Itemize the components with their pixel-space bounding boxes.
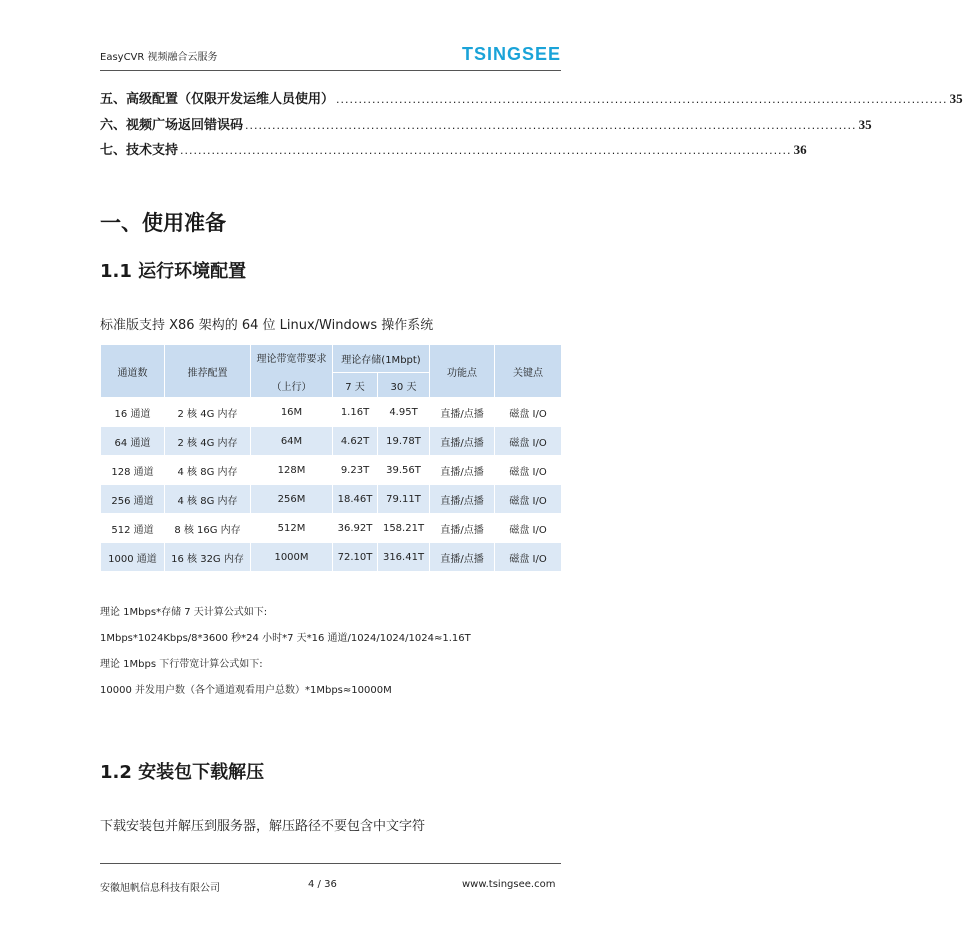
note-line: 10000 并发用户数（各个通道观看用户总数）*1Mbps≈10000M xyxy=(100,685,392,696)
section-1-heading: 一、使用准备 xyxy=(100,211,226,235)
table-row xyxy=(101,543,562,572)
cell-storage-30d: 4.95T xyxy=(378,398,430,427)
header-storage: 理论存储(1Mbpt) xyxy=(333,345,430,373)
intro-paragraph: 标准版支持 X86 架构的 64 位 Linux/Windows 操作系统 xyxy=(100,318,434,333)
cell-channels: 256 通道 xyxy=(101,485,165,514)
cell-channels: 128 通道 xyxy=(101,456,165,485)
cell-storage-30d: 19.78T xyxy=(378,427,430,456)
table-row xyxy=(101,398,562,427)
header-channels: 通道数 xyxy=(101,345,165,398)
cell-storage-7d: 72.10T xyxy=(333,543,378,572)
cell-storage-7d: 18.46T xyxy=(333,485,378,514)
toc-leader-dots: ........................................................................................................................................ xyxy=(336,93,948,106)
footer-divider xyxy=(100,863,561,864)
cell-storage-30d: 79.11T xyxy=(378,485,430,514)
cell-function: 直播/点播 xyxy=(430,398,495,427)
cell-function: 直播/点播 xyxy=(430,514,495,543)
note-line: 理论 1Mbps 下行带宽计算公式如下: xyxy=(100,659,263,670)
cell-bandwidth: 64M xyxy=(251,427,333,456)
note-line: 1Mbps*1024Kbps/8*3600 秒*24 小时*7 天*16 通道/1024/1024/1024≈1.16T xyxy=(100,633,471,644)
header-storage-30d: 30 天 xyxy=(378,373,430,398)
cell-storage-7d: 1.16T xyxy=(333,398,378,427)
cell-key: 磁盘 I/O xyxy=(495,485,562,514)
tsingsee-logo: TSINGSEE xyxy=(462,44,562,64)
footer-website[interactable]: www.tsingsee.com xyxy=(462,879,556,890)
cell-config: 2 核 4G 内存 xyxy=(165,398,251,427)
toc-entry[interactable] xyxy=(100,88,963,107)
toc-entry-page: 35 xyxy=(949,91,963,106)
cell-config: 4 核 8G 内存 xyxy=(165,456,251,485)
header-bandwidth-sub: （上行） xyxy=(271,381,312,393)
note-line: 理论 1Mbps*存储 7 天计算公式如下: xyxy=(100,607,268,618)
header-storage-7d: 7 天 xyxy=(333,373,378,398)
cell-storage-30d: 39.56T xyxy=(378,456,430,485)
cell-bandwidth: 16M xyxy=(251,398,333,427)
header-divider xyxy=(100,70,561,71)
cell-channels: 64 通道 xyxy=(101,427,165,456)
section-1-2-heading: 1.2 安装包下载解压 xyxy=(100,762,265,783)
table-row xyxy=(101,514,562,543)
cell-config: 16 核 32G 内存 xyxy=(165,543,251,572)
cell-storage-7d: 9.23T xyxy=(333,456,378,485)
footer-page-indicator: 4 / 36 xyxy=(308,879,337,890)
toc-leader-dots: ........................................................................................................................................ xyxy=(245,119,857,132)
header-key: 关键点 xyxy=(495,345,562,398)
header-config: 推荐配置 xyxy=(165,345,251,398)
toc-entry-title: 六、视频广场返回错误码 xyxy=(100,118,244,133)
download-paragraph: 下载安装包并解压到服务器，解压路径不要包含中文字符 xyxy=(100,819,426,834)
table-header-row xyxy=(101,345,562,373)
cell-config: 8 核 16G 内存 xyxy=(165,514,251,543)
cell-storage-7d: 4.62T xyxy=(333,427,378,456)
header-bandwidth-label: 理论带宽带要求 xyxy=(256,353,327,365)
toc-entry-page: 36 xyxy=(793,142,807,157)
toc-entry-page: 35 xyxy=(858,117,872,132)
footer-company: 安徽旭帆信息科技有限公司 xyxy=(100,883,220,894)
header-bandwidth xyxy=(251,345,333,398)
header-function: 功能点 xyxy=(430,345,495,398)
toc-leader-dots: ........................................................................................................................................ xyxy=(180,144,792,157)
section-1-1-heading: 1.1 运行环境配置 xyxy=(100,261,247,282)
cell-key: 磁盘 I/O xyxy=(495,398,562,427)
cell-bandwidth: 256M xyxy=(251,485,333,514)
cell-bandwidth: 512M xyxy=(251,514,333,543)
cell-function: 直播/点播 xyxy=(430,427,495,456)
toc-entry[interactable] xyxy=(100,114,872,133)
cell-key: 磁盘 I/O xyxy=(495,427,562,456)
cell-function: 直播/点播 xyxy=(430,543,495,572)
cell-channels: 512 通道 xyxy=(101,514,165,543)
toc-entry-title: 七、技术支持 xyxy=(100,143,179,158)
cell-channels: 16 通道 xyxy=(101,398,165,427)
cell-key: 磁盘 I/O xyxy=(495,543,562,572)
cell-bandwidth: 128M xyxy=(251,456,333,485)
header-doc-title: EasyCVR 视频融合云服务 xyxy=(100,52,218,63)
cell-config: 2 核 4G 内存 xyxy=(165,427,251,456)
requirements-table xyxy=(100,344,562,572)
table-row xyxy=(101,456,562,485)
cell-storage-30d: 158.21T xyxy=(378,514,430,543)
cell-key: 磁盘 I/O xyxy=(495,514,562,543)
cell-function: 直播/点播 xyxy=(430,456,495,485)
cell-channels: 1000 通道 xyxy=(101,543,165,572)
toc-entry-title: 五、高级配置（仅限开发运维人员使用） xyxy=(100,92,335,107)
cell-storage-7d: 36.92T xyxy=(333,514,378,543)
cell-bandwidth: 1000M xyxy=(251,543,333,572)
table-row xyxy=(101,427,562,456)
cell-storage-30d: 316.41T xyxy=(378,543,430,572)
cell-function: 直播/点播 xyxy=(430,485,495,514)
toc-entry[interactable] xyxy=(100,139,807,158)
cell-key: 磁盘 I/O xyxy=(495,456,562,485)
cell-config: 4 核 8G 内存 xyxy=(165,485,251,514)
table-row xyxy=(101,485,562,514)
